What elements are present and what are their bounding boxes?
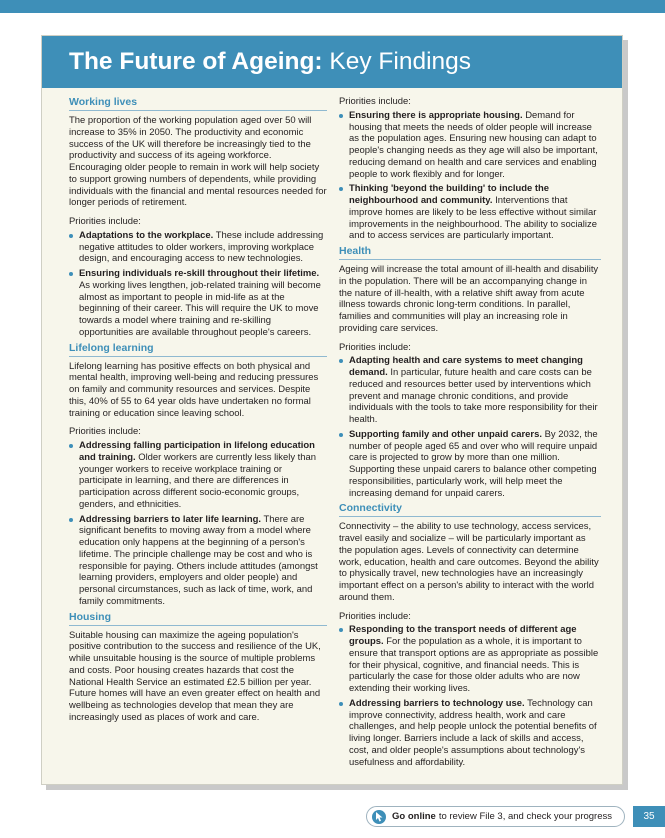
list-item: [69, 230, 327, 265]
priorities-list: [339, 355, 601, 499]
section-heading: Housing: [69, 611, 327, 626]
bullet-lead: Responding to the transport needs of different age groups.: [349, 624, 577, 647]
list-item: [339, 624, 601, 695]
cursor-click-icon: [372, 810, 386, 824]
section-intro: Connectivity – the ability to use technology, access services, travel easily and socialize – will be particularly important as the population ages. Levels of connectivity can determine work, education, health and care outcomes. Beyond the ability to physically travel, new technologies have an increasingly important effect on a person's ability to interact with the world around them.: [339, 521, 599, 603]
priorities-list: [69, 230, 327, 339]
list-item: [69, 514, 327, 608]
bullet-lead: Adaptations to the workplace.: [79, 229, 214, 241]
bullet-lead: Supporting family and other unpaid carers.: [349, 428, 542, 440]
bullet-text: There are significant benefits to moving away from a model where education only happens at the beginning of a person's lifetime. The principle challenge may be cost and who is responsible for paying. Others include attitudes (amongst learning providers, employers and older people) and personal circumstances, such as lack of time, work, and family commitments.: [79, 513, 318, 607]
section-intro: Suitable housing can maximize the ageing population's positive contribution to the success and resilience of the UK, while unsuitable housing is the source of multiple problems and costs. Poor housing creates hazards that cost the National Health Service an estimated £2.5 billion per year. Future homes will have an even greater effect on health and wellbeing as technologies develop that mean they are increasingly used as places of work and care.: [69, 629, 321, 723]
bullet-text: By 2032, the number of people aged 65 and over who will require unpaid care is projected to grow by more than one million. Supporting these unpaid carers to balance other competing responsibilities, particularly work, will help meet the increasing demand for unpaid carers.: [349, 428, 598, 499]
bullet-text: Demand for housing that meets the needs of older people will increase as the population ages. Ensuring new housing can adapt to people's changing needs as they age will also be important, reducing demand on health and care services and enabling people to work flexibly and for longer.: [349, 109, 598, 180]
bullet-text: As working lives lengthen, job-related training will become almost as important to people in mid-life as at the beginning of their career. This will require the UK to move towards a model where training and re-skilling opportunities are available throughout people's careers.: [79, 279, 321, 338]
title-sub: Key Findings: [329, 48, 472, 75]
priorities-label: Priorities include:: [69, 216, 141, 227]
list-item: [339, 429, 601, 500]
title-main: The Future of Ageing:: [69, 48, 323, 75]
bullet-text: Older workers are currently less likely than younger workers to receive workplace training or participate in learning, and there are differences in participation across different socio-economic groups, genders, and ethnicities.: [79, 451, 317, 510]
bullet-lead: Addressing barriers to technology use.: [349, 697, 525, 709]
page-number: 35: [633, 806, 665, 827]
section-lifelong-learning: [69, 342, 327, 608]
priorities-list: [69, 440, 327, 608]
go-online-text: to review File 3, and check your progress: [438, 811, 613, 822]
list-item: [69, 268, 327, 339]
section-heading: Working lives: [69, 96, 327, 111]
section-heading: Health: [339, 245, 601, 260]
bullet-text: Technology can improve connectivity, address health, work and care challenges, and help people unlock the potential benefits of living longer. Barriers include a lack of skills and access, cost, and older people's assumptions about technology's usefulness and affordability.: [349, 697, 597, 768]
section-health: [339, 245, 601, 499]
bullet-lead: Ensuring individuals re-skill throughout their lifetime.: [79, 268, 320, 279]
list-item: [69, 440, 327, 511]
section-intro: Lifelong learning has positive effects on both physical and mental health, improving well-being and reducing pressures on family and community resources and services. Despite this, 40% of 55 to 64 year olds have undertaken no formal training or education since leaving school.: [69, 360, 319, 419]
section-housing-continued: [339, 96, 601, 242]
priorities-label: Priorities include:: [339, 96, 411, 107]
priorities-list: [339, 110, 601, 242]
list-item: [339, 355, 601, 426]
go-online-link[interactable]: [366, 806, 625, 827]
bullet-lead: Addressing falling participation in lifelong education and training.: [79, 440, 315, 463]
priorities-label: Priorities include:: [339, 341, 411, 353]
left-column: [69, 96, 327, 731]
section-heading: Connectivity: [339, 502, 601, 517]
top-accent-stripe: [0, 0, 665, 13]
list-item: [339, 698, 601, 769]
bullet-text: For the population as a whole, it is important to ensure that transport options are as appropriate as possible for their physical, cognitive, and financial needs. This is particularly the case for those older adults who are now extending their working lives.: [349, 636, 599, 694]
title-bar: [42, 36, 622, 88]
section-connectivity: [339, 502, 601, 768]
list-item: [339, 183, 601, 242]
right-column: [339, 96, 601, 771]
bullet-text: These include addressing negative attitudes to older workers, improving workplace design, and encouraging access to new technologies.: [79, 229, 324, 265]
bullet-text: Interventions that improve homes are likely to be less effective without similar improvements in the neighbourhood. The ability to socialize and to access services are particularly important.: [349, 195, 597, 242]
section-working-lives: [69, 96, 327, 339]
section-heading: Lifelong learning: [69, 342, 327, 357]
section-intro: Ageing will increase the total amount of ill-health and disability in the population. There will be an accompanying change in the nature of ill-health, with a relative shift away from acute illness towards chronic long-term conditions. In parallel, families and communities will play an increasing role in providing care services.: [339, 264, 599, 334]
bullet-text: In particular, future health and care costs can be reduced and resources better used by interventions which prevent and manage chronic conditions, and provide individuals with the tools to take more responsibility for their health.: [349, 367, 598, 425]
bullet-lead: Thinking 'beyond the building' to include the neighbourhood and community.: [349, 183, 550, 206]
go-online-label: Go online: [392, 811, 436, 822]
bullet-lead: Adapting health and care systems to meet changing demand.: [349, 355, 583, 378]
bullet-lead: Addressing barriers to later life learning.: [79, 513, 261, 525]
priorities-label: Priorities include:: [69, 426, 141, 438]
priorities-list: [339, 624, 601, 768]
key-findings-panel: [41, 35, 623, 785]
list-item: [339, 110, 601, 181]
priorities-label: Priorities include:: [339, 610, 411, 622]
section-housing: [69, 611, 327, 724]
bullet-lead: Ensuring there is appropriate housing.: [349, 109, 523, 121]
section-intro: The proportion of the working population aged over 50 will increase to 35% in 2050. The productivity and economic success of the UK will therefore be increasingly tied to the productivity and success of its ageing workforce. Encouraging older people to remain in work will help society to support growing numbers of dependents, while providing individuals with the financial and mental resources needed for longer periods of retirement.: [69, 115, 327, 209]
